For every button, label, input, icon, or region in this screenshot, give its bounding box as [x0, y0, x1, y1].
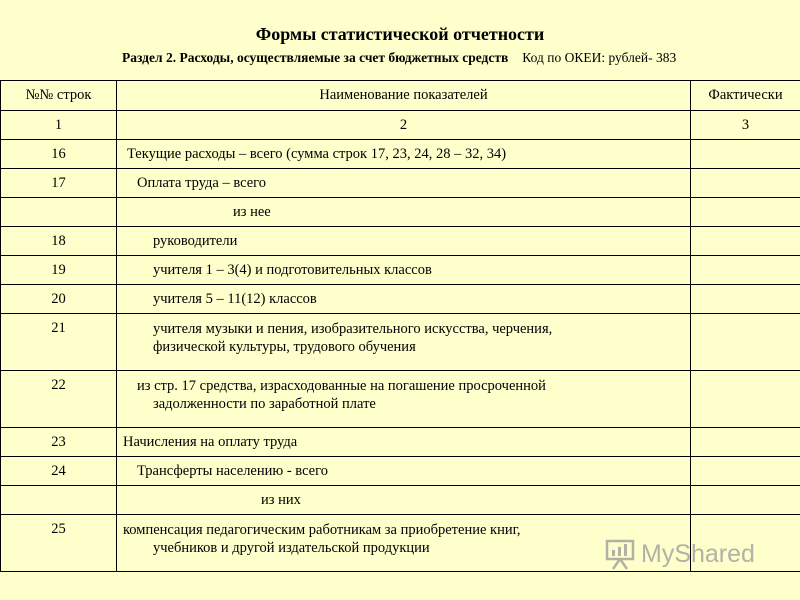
row-value [691, 227, 800, 256]
row-name: Трансферты населению - всего [117, 457, 691, 486]
row-number: 20 [1, 285, 117, 314]
watermark-text: MyShared [641, 539, 755, 568]
row-number: 21 [1, 314, 117, 371]
row-name: из них [117, 486, 691, 515]
table-row [1, 227, 800, 256]
row-name-line-2: физической культуры, трудового обучения [153, 339, 416, 356]
row-name-line-1: учителя музыки и пения, изобразительного искусства, черчения, [153, 321, 553, 337]
table-row [1, 314, 800, 371]
column-index-3: 3 [691, 111, 800, 140]
row-value [691, 140, 800, 169]
row-name: Начисления на оплату труда [117, 428, 691, 457]
row-number [1, 486, 117, 515]
row-number: 18 [1, 227, 117, 256]
row-number: 17 [1, 169, 117, 198]
header-actual: Фактически [691, 81, 800, 111]
column-index-1: 1 [1, 111, 117, 140]
table-header-row [1, 81, 800, 111]
row-number [1, 198, 117, 227]
row-value [691, 198, 800, 227]
row-name-line-1: компенсация педагогическим работникам за приобретение книг, [123, 522, 521, 538]
column-index-row [1, 111, 800, 140]
row-value [691, 169, 800, 198]
table-row [1, 457, 800, 486]
row-number: 24 [1, 457, 117, 486]
section-subtitle [122, 50, 676, 66]
row-value [691, 314, 800, 371]
page-title: Формы статистической отчетности [255, 24, 545, 44]
table-row [1, 428, 800, 457]
header-indicator-name: Наименование показателей [117, 81, 691, 111]
row-number: 19 [1, 256, 117, 285]
row-name: Оплата труда – всего [117, 169, 691, 198]
okei-code: Код по ОКЕИ: рублей- 383 [522, 50, 677, 65]
watermark [605, 534, 765, 574]
row-value [691, 457, 800, 486]
row-name-line-2: учебников и другой издательской продукции [153, 540, 430, 557]
table-row [1, 198, 800, 227]
report-table [0, 80, 800, 572]
row-value [691, 256, 800, 285]
table-row [1, 371, 800, 428]
row-value [691, 285, 800, 314]
row-value [691, 428, 800, 457]
row-number: 16 [1, 140, 117, 169]
row-name-line-2: задолженности по заработной плате [153, 396, 376, 413]
row-name: учителя 5 – 11(12) классов [117, 285, 691, 314]
row-number: 22 [1, 371, 117, 428]
table-row [1, 256, 800, 285]
section-title: Раздел 2. Расходы, осуществляемые за счет бюджетных средств [122, 50, 509, 65]
table-row [1, 140, 800, 169]
row-name [117, 314, 691, 371]
row-value [691, 371, 800, 428]
column-index-2: 2 [117, 111, 691, 140]
row-name: учителя 1 – 3(4) и подготовительных классов [117, 256, 691, 285]
row-name-line-1: из стр. 17 средства, израсходованные на погашение просроченной [137, 378, 546, 394]
presentation-board-icon [605, 538, 635, 570]
row-number: 23 [1, 428, 117, 457]
row-name: руководители [117, 227, 691, 256]
header-row-numbers: №№ строк [1, 81, 117, 111]
row-name: Текущие расходы – всего (сумма строк 17, 23, 24, 28 – 32, 34) [117, 140, 691, 169]
row-name [117, 371, 691, 428]
row-number: 25 [1, 515, 117, 572]
row-value [691, 486, 800, 515]
table-row [1, 285, 800, 314]
table-row [1, 169, 800, 198]
table-row [1, 486, 800, 515]
row-name: из нее [117, 198, 691, 227]
